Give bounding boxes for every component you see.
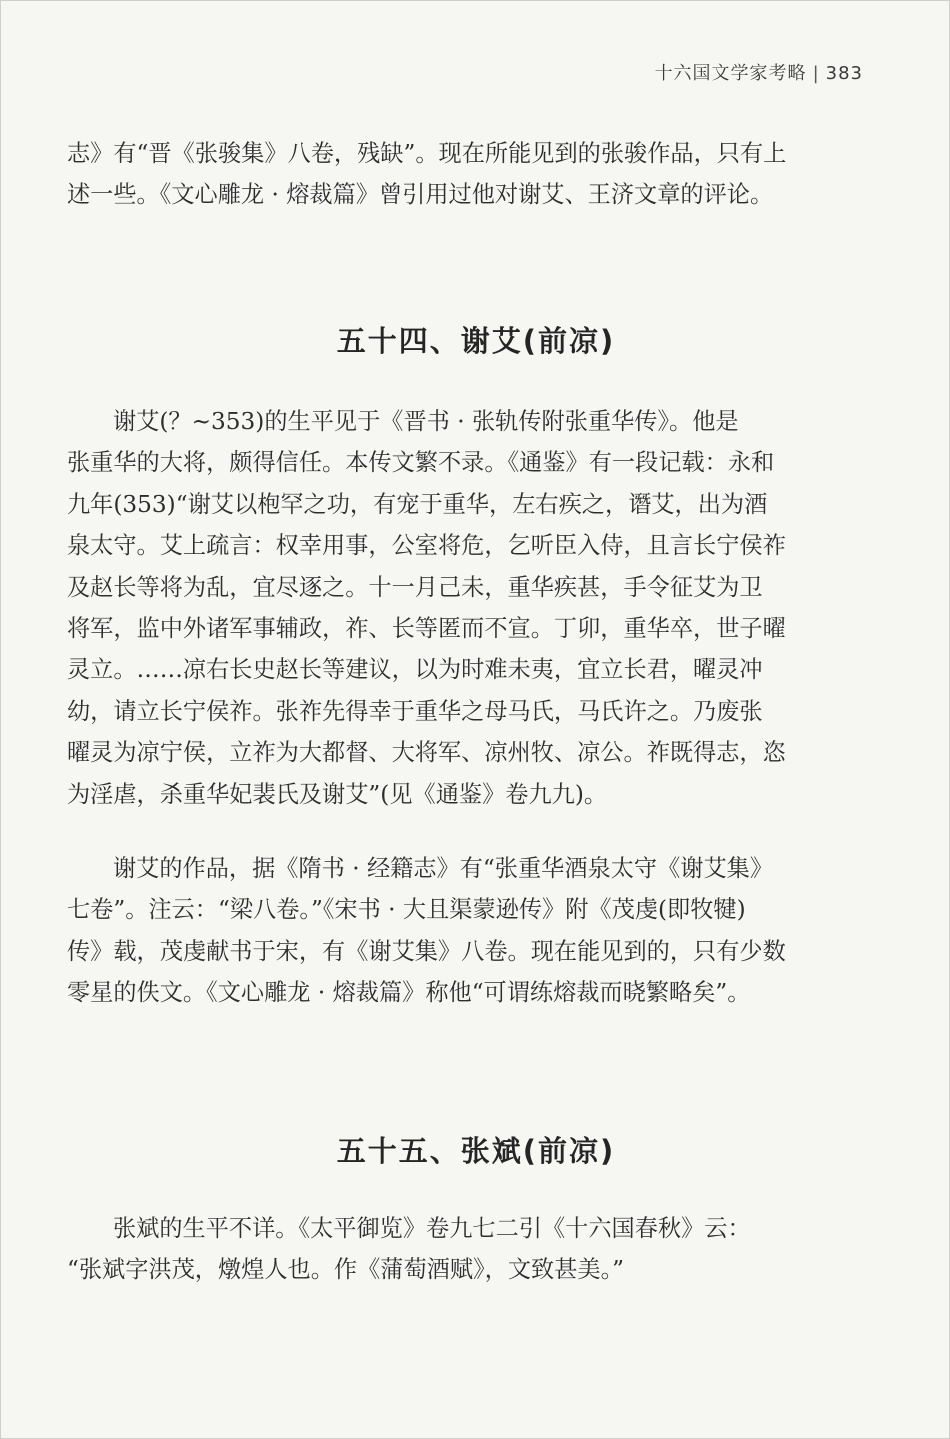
- page-number: 383: [825, 63, 863, 84]
- section-55-paragraph-1: [67, 1208, 873, 1291]
- text-line: “张斌字洪茂，燉煌人也。作《蒲萄酒赋》，文致甚美。”: [67, 1256, 625, 1284]
- text-line: 泉太守。艾上疏言：权幸用事，公室将危，乞听臣入侍，且言长宁侯祚: [67, 532, 786, 560]
- text-line: 灵立。……凉右长史赵长等建议，以为时难未夷，宜立长君，曜灵冲: [67, 656, 763, 684]
- text-line: 传》载，茂虔献书于宋，有《谢艾集》八卷。现在能见到的，只有少数: [67, 937, 786, 965]
- running-header: [655, 59, 863, 85]
- text-line: 零星的佚文。《文心雕龙 · 熔裁篇》称他“可谓练熔裁而晓繁略矣”。: [67, 979, 751, 1007]
- text-line: 及赵长等将为乱，宜尽逐之。十一月己未，重华疾甚，手令征艾为卫: [67, 573, 763, 601]
- text-line: 将军，监中外诸军事辅政，祚、长等匿而不宣。丁卯，重华卒，世子曜: [67, 615, 786, 643]
- text-line: 志》有“晋《张骏集》八卷，残缺”。现在所能见到的张骏作品，只有上: [67, 140, 787, 167]
- section-54-paragraph-1: [67, 401, 873, 815]
- text-line: 为淫虐，杀重华妃裴氏及谢艾”(见《通鉴》卷九九)。: [67, 780, 608, 808]
- text-line: 七卷”。注云：“梁八卷。”《宋书 · 大且渠蒙逊传》附《茂虔(即牧犍): [67, 896, 746, 924]
- text-line: 九年(353)“谢艾以枹罕之功，有宠于重华，左右疾之，谮艾，出为酒: [67, 490, 768, 518]
- text-line: 张重华的大将，颇得信任。本传文繁不录。《通鉴》有一段记载：永和: [67, 449, 775, 477]
- running-title: 十六国文学家考略: [654, 63, 807, 84]
- header-separator: |: [812, 63, 820, 84]
- text-line: 述一些。《文心雕龙 · 熔裁篇》曾引用过他对谢艾、王济文章的评论。: [67, 181, 774, 209]
- text-line: 张斌的生平不详。《太平御览》卷九七二引《十六国春秋》云：: [113, 1215, 751, 1242]
- section-heading-55: 五十五、张斌(前凉): [336, 1134, 616, 1168]
- text-line: 曜灵为凉宁侯，立祚为大都督、大将军、凉州牧、凉公。祚既得志，恣: [67, 739, 786, 767]
- text-line: 谢艾的作品，据《隋书 · 经籍志》有“张重华酒泉太守《谢艾集》: [113, 855, 774, 882]
- section-54-paragraph-2: [67, 848, 873, 1014]
- section-heading-54: 五十四、谢艾(前凉): [336, 324, 616, 358]
- text-line: 谢艾(？~353)的生平见于《晋书 · 张轨传附张重华传》。他是: [113, 408, 739, 435]
- text-line: 幼，请立长宁侯祚。张祚先得幸于重华之母马氏，马氏许之。乃废张: [67, 697, 763, 725]
- top-paragraph: [67, 133, 873, 216]
